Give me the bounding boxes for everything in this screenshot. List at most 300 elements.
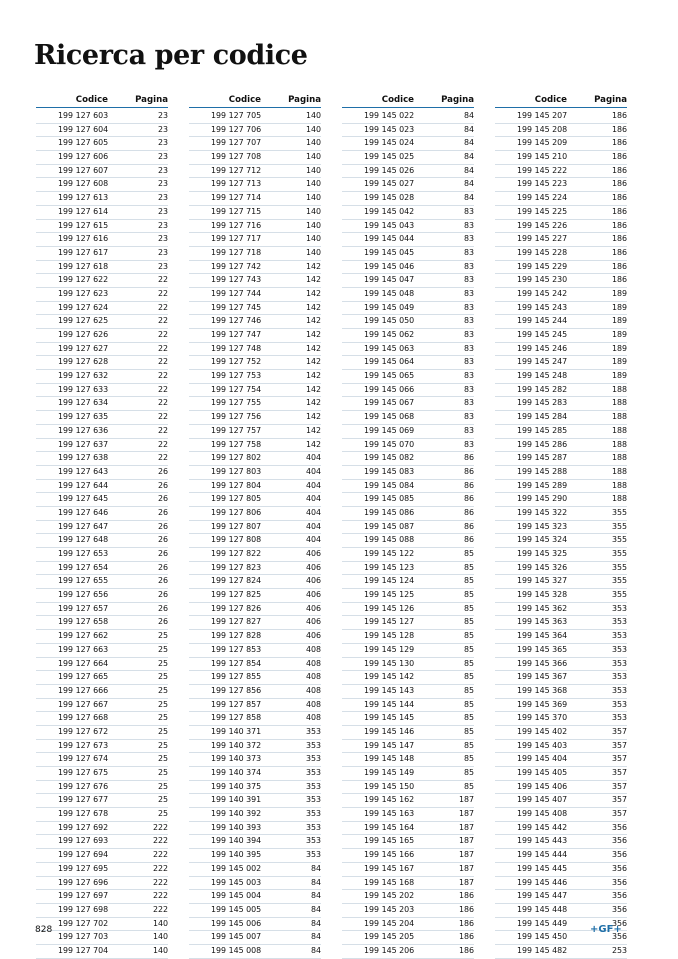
table-row xyxy=(36,329,168,343)
table-row xyxy=(495,877,627,891)
table-row xyxy=(189,781,321,795)
code-cell: 199 127 826 xyxy=(211,603,262,613)
page-cell: 404 xyxy=(305,535,321,545)
table-row xyxy=(342,534,474,548)
page-cell: 355 xyxy=(611,562,627,572)
table-row xyxy=(189,534,321,548)
code-cell: 199 145 163 xyxy=(364,809,415,819)
code-cell: 199 145 067 xyxy=(364,398,415,408)
page-cell: 186 xyxy=(458,945,474,955)
page-cell: 85 xyxy=(463,562,474,572)
table-row xyxy=(495,384,627,398)
code-cell: 199 145 044 xyxy=(364,234,415,244)
code-cell: 199 127 758 xyxy=(211,439,262,449)
code-cell: 199 145 446 xyxy=(517,877,568,887)
code-cell: 199 145 363 xyxy=(517,617,568,627)
code-cell: 199 145 248 xyxy=(517,371,568,381)
table-row xyxy=(495,644,627,658)
table-row xyxy=(189,890,321,904)
table-row xyxy=(495,904,627,918)
page-cell: 86 xyxy=(463,453,474,463)
page-cell: 189 xyxy=(611,330,627,339)
code-cell: 199 127 753 xyxy=(211,371,262,381)
page-cell: 404 xyxy=(305,466,321,476)
page-cell: 355 xyxy=(611,590,627,600)
table-row xyxy=(189,466,321,480)
page-cell: 404 xyxy=(305,453,321,463)
page-cell: 187 xyxy=(458,795,474,805)
header-codice: Codice xyxy=(381,95,414,105)
table-row xyxy=(495,808,627,822)
table-row xyxy=(495,630,627,644)
code-cell: 199 145 144 xyxy=(364,699,415,709)
table-row xyxy=(342,904,474,918)
table-row xyxy=(189,137,321,151)
code-cell: 199 140 391 xyxy=(211,795,262,805)
table-row xyxy=(36,356,168,370)
code-cell: 199 145 027 xyxy=(364,179,415,189)
code-cell: 199 145 145 xyxy=(364,713,415,723)
page-cell: 26 xyxy=(157,535,168,545)
page-cell: 23 xyxy=(157,193,168,203)
page-cell: 353 xyxy=(611,617,627,627)
page-cell: 353 xyxy=(305,809,321,819)
code-cell: 199 145 326 xyxy=(517,562,568,572)
code-cell: 199 145 365 xyxy=(517,644,568,654)
code-cell: 199 127 637 xyxy=(58,439,109,449)
code-cell: 199 145 007 xyxy=(211,932,262,942)
page-cell: 186 xyxy=(611,275,627,285)
code-cell: 199 145 126 xyxy=(364,603,415,613)
page-cell: 353 xyxy=(305,836,321,846)
table-row xyxy=(189,904,321,918)
page-cell: 26 xyxy=(157,507,168,517)
code-cell: 199 145 225 xyxy=(517,206,568,216)
code-cell: 199 127 745 xyxy=(211,302,262,312)
page-cell: 83 xyxy=(463,220,474,230)
table-row xyxy=(36,671,168,685)
page-cell: 186 xyxy=(611,124,627,134)
code-cell: 199 127 653 xyxy=(58,549,109,558)
table-row xyxy=(189,233,321,247)
table-row xyxy=(495,890,627,904)
page-cell: 85 xyxy=(463,699,474,709)
page-cell: 23 xyxy=(157,111,168,120)
page-cell: 353 xyxy=(611,685,627,695)
page-cell: 140 xyxy=(305,206,321,216)
code-cell: 199 127 752 xyxy=(211,357,262,367)
table-row xyxy=(36,480,168,494)
page-cell: 86 xyxy=(463,480,474,490)
page-cell: 22 xyxy=(157,398,168,408)
table-row xyxy=(189,124,321,138)
code-cell: 199 145 148 xyxy=(364,754,415,764)
code-cell: 199 127 626 xyxy=(58,330,109,339)
code-cell: 199 145 045 xyxy=(364,247,415,257)
table-row xyxy=(495,753,627,767)
table-row xyxy=(495,781,627,795)
page-cell: 26 xyxy=(157,562,168,572)
table-row xyxy=(189,658,321,672)
page-cell: 408 xyxy=(305,644,321,654)
table-row xyxy=(189,439,321,453)
page-cell: 140 xyxy=(152,918,168,928)
page-cell: 140 xyxy=(305,193,321,203)
code-cell: 199 145 205 xyxy=(364,932,415,942)
code-cell: 199 127 662 xyxy=(58,631,109,641)
table-row xyxy=(495,315,627,329)
table-row xyxy=(495,452,627,466)
table-row xyxy=(342,726,474,740)
table-row xyxy=(189,931,321,945)
table-row xyxy=(342,699,474,713)
code-cell: 199 145 142 xyxy=(364,672,415,682)
table-row xyxy=(36,630,168,644)
table-row xyxy=(36,247,168,261)
code-cell: 199 145 228 xyxy=(517,247,568,257)
table-row xyxy=(495,740,627,754)
table-row xyxy=(495,767,627,781)
code-cell: 199 145 245 xyxy=(517,330,568,339)
code-cell: 199 145 122 xyxy=(364,549,415,558)
code-cell: 199 127 823 xyxy=(211,562,262,572)
page-cell: 25 xyxy=(157,795,168,805)
code-cell: 199 145 282 xyxy=(517,384,568,394)
page-cell: 85 xyxy=(463,726,474,736)
table-row xyxy=(495,439,627,453)
code-cell: 199 127 614 xyxy=(58,206,109,216)
page-cell: 22 xyxy=(157,343,168,353)
table-row xyxy=(36,384,168,398)
table-row xyxy=(342,658,474,672)
table-row xyxy=(342,753,474,767)
code-cell: 199 145 284 xyxy=(517,412,568,422)
code-cell: 199 127 857 xyxy=(211,699,262,709)
page-cell: 83 xyxy=(463,288,474,298)
page-cell: 404 xyxy=(305,521,321,531)
page-cell: 353 xyxy=(611,644,627,654)
page-cell: 353 xyxy=(305,726,321,736)
code-cell: 199 127 628 xyxy=(58,357,109,367)
code-cell: 199 145 226 xyxy=(517,220,568,230)
page-cell: 84 xyxy=(463,179,474,189)
page-cell: 83 xyxy=(463,398,474,408)
code-cell: 199 145 086 xyxy=(364,507,415,517)
table-row xyxy=(495,548,627,562)
page-cell: 83 xyxy=(463,384,474,394)
page-cell: 222 xyxy=(152,863,168,873)
code-cell: 199 127 606 xyxy=(58,152,109,162)
code-cell: 199 127 617 xyxy=(58,247,109,257)
page-cell: 23 xyxy=(157,261,168,271)
page-cell: 140 xyxy=(305,234,321,244)
table-row xyxy=(189,712,321,726)
page-cell: 356 xyxy=(611,891,627,901)
code-cell: 199 145 450 xyxy=(517,932,568,942)
table-row xyxy=(495,220,627,234)
code-cell: 199 145 285 xyxy=(517,425,568,435)
page-cell: 85 xyxy=(463,631,474,641)
table-row xyxy=(36,206,168,220)
table-row xyxy=(342,356,474,370)
code-cell: 199 127 656 xyxy=(58,590,109,600)
page-cell: 23 xyxy=(157,179,168,189)
page-cell: 25 xyxy=(157,685,168,695)
code-cell: 199 127 654 xyxy=(58,562,109,572)
code-cell: 199 140 392 xyxy=(211,809,262,819)
index-column-4 xyxy=(495,94,627,959)
table-row xyxy=(36,890,168,904)
code-cell: 199 145 127 xyxy=(364,617,415,627)
page-cell: 84 xyxy=(310,945,321,955)
table-row xyxy=(495,261,627,275)
code-cell: 199 127 757 xyxy=(211,425,262,435)
table-row xyxy=(189,548,321,562)
page-cell: 85 xyxy=(463,768,474,777)
table-row xyxy=(342,644,474,658)
page-cell: 142 xyxy=(305,439,321,449)
table-row xyxy=(189,178,321,192)
page-cell: 222 xyxy=(152,891,168,901)
table-row xyxy=(36,603,168,617)
page-cell: 187 xyxy=(458,863,474,873)
page-cell: 355 xyxy=(611,521,627,531)
page-cell: 186 xyxy=(611,193,627,203)
code-cell: 199 145 406 xyxy=(517,781,568,791)
code-cell: 199 127 706 xyxy=(211,124,262,134)
page-cell: 186 xyxy=(611,247,627,257)
page-cell: 188 xyxy=(611,480,627,490)
table-row xyxy=(36,548,168,562)
page-cell: 84 xyxy=(310,877,321,887)
page-cell: 186 xyxy=(611,165,627,175)
code-cell: 199 127 717 xyxy=(211,234,262,244)
table-row xyxy=(36,493,168,507)
table-row xyxy=(342,945,474,959)
code-cell: 199 127 755 xyxy=(211,398,262,408)
table-row xyxy=(36,699,168,713)
page-cell: 23 xyxy=(157,124,168,134)
table-row xyxy=(189,247,321,261)
page-cell: 142 xyxy=(305,275,321,285)
code-cell: 199 140 371 xyxy=(211,726,262,736)
page-cell: 83 xyxy=(463,412,474,422)
table-row xyxy=(36,726,168,740)
code-cell: 199 127 828 xyxy=(211,631,262,641)
table-row xyxy=(342,452,474,466)
code-cell: 199 145 283 xyxy=(517,398,568,408)
page-cell: 140 xyxy=(152,932,168,942)
table-row xyxy=(342,589,474,603)
page-cell: 85 xyxy=(463,781,474,791)
table-row xyxy=(189,261,321,275)
page-cell: 186 xyxy=(458,891,474,901)
page-cell: 188 xyxy=(611,494,627,504)
page-cell: 353 xyxy=(611,713,627,723)
table-row xyxy=(342,206,474,220)
table-row xyxy=(189,425,321,439)
code-cell: 199 145 167 xyxy=(364,863,415,873)
table-row xyxy=(495,712,627,726)
code-cell: 199 145 049 xyxy=(364,302,415,312)
page-cell: 83 xyxy=(463,234,474,244)
table-row xyxy=(36,124,168,138)
page-cell: 86 xyxy=(463,466,474,476)
page-cell: 26 xyxy=(157,617,168,627)
table-row xyxy=(36,685,168,699)
table-row xyxy=(36,863,168,877)
code-cell: 199 145 288 xyxy=(517,466,568,476)
table-row xyxy=(36,918,168,932)
page-cell: 84 xyxy=(310,863,321,873)
page-cell: 142 xyxy=(305,412,321,422)
code-cell: 199 127 655 xyxy=(58,576,109,586)
table-row xyxy=(495,302,627,316)
page-cell: 85 xyxy=(463,576,474,586)
page-cell: 23 xyxy=(157,152,168,162)
code-cell: 199 127 667 xyxy=(58,699,109,709)
code-cell: 199 127 624 xyxy=(58,302,109,312)
code-cell: 199 145 162 xyxy=(364,795,415,805)
table-row xyxy=(495,658,627,672)
code-cell: 199 127 676 xyxy=(58,781,109,791)
table-row xyxy=(342,507,474,521)
page-number: 828 xyxy=(35,925,53,935)
page-cell: 188 xyxy=(611,398,627,408)
code-cell: 199 127 636 xyxy=(58,425,109,435)
page-cell: 222 xyxy=(152,836,168,846)
table-row xyxy=(342,110,474,124)
gf-logo: +GF+ xyxy=(590,924,622,935)
table-row xyxy=(342,439,474,453)
page-cell: 85 xyxy=(463,685,474,695)
code-cell: 199 127 663 xyxy=(58,644,109,654)
page-cell: 26 xyxy=(157,466,168,476)
page-cell: 84 xyxy=(463,193,474,203)
table-row xyxy=(495,699,627,713)
code-cell: 199 145 143 xyxy=(364,685,415,695)
table-row xyxy=(36,288,168,302)
table-row xyxy=(342,890,474,904)
code-cell: 199 145 008 xyxy=(211,945,262,955)
page-cell: 84 xyxy=(463,165,474,175)
code-cell: 199 145 146 xyxy=(364,726,415,736)
table-row xyxy=(189,589,321,603)
code-cell: 199 127 742 xyxy=(211,261,262,271)
table-row xyxy=(36,753,168,767)
code-cell: 199 145 149 xyxy=(364,768,415,777)
code-cell: 199 127 747 xyxy=(211,330,262,339)
page-cell: 357 xyxy=(611,740,627,750)
code-cell: 199 145 287 xyxy=(517,453,568,463)
code-cell: 199 127 806 xyxy=(211,507,262,517)
table-row xyxy=(495,151,627,165)
table-row xyxy=(189,616,321,630)
code-cell: 199 127 633 xyxy=(58,384,109,394)
code-cell: 199 145 082 xyxy=(364,453,415,463)
code-cell: 199 140 372 xyxy=(211,740,262,750)
page-cell: 26 xyxy=(157,480,168,490)
code-cell: 199 127 664 xyxy=(58,658,109,668)
page-cell: 85 xyxy=(463,644,474,654)
table-row xyxy=(495,343,627,357)
table-row xyxy=(189,740,321,754)
code-cell: 199 145 408 xyxy=(517,809,568,819)
table-row xyxy=(342,918,474,932)
table-row xyxy=(495,822,627,836)
page-cell: 85 xyxy=(463,617,474,627)
page-cell: 189 xyxy=(611,343,627,353)
code-cell: 199 145 224 xyxy=(517,193,568,203)
page-cell: 357 xyxy=(611,726,627,736)
table-row xyxy=(495,274,627,288)
code-cell: 199 145 209 xyxy=(517,138,568,148)
header-codice: Codice xyxy=(75,95,108,105)
code-cell: 199 127 856 xyxy=(211,685,262,695)
page-cell: 142 xyxy=(305,343,321,353)
code-cell: 199 127 645 xyxy=(58,494,109,504)
table-row xyxy=(495,863,627,877)
table-row xyxy=(36,904,168,918)
table-row xyxy=(36,302,168,316)
page-cell: 142 xyxy=(305,357,321,367)
page-cell: 353 xyxy=(611,672,627,682)
page-cell: 22 xyxy=(157,439,168,449)
code-cell: 199 127 605 xyxy=(58,138,109,148)
table-row xyxy=(495,233,627,247)
code-cell: 199 140 373 xyxy=(211,754,262,764)
table-row xyxy=(189,493,321,507)
page-cell: 186 xyxy=(611,179,627,189)
page-cell: 142 xyxy=(305,261,321,271)
code-cell: 199 145 006 xyxy=(211,918,262,928)
table-row xyxy=(189,849,321,863)
code-cell: 199 127 693 xyxy=(58,836,109,846)
code-cell: 199 127 674 xyxy=(58,754,109,764)
code-cell: 199 127 718 xyxy=(211,247,262,257)
code-cell: 199 145 327 xyxy=(517,576,568,586)
table-row xyxy=(36,877,168,891)
table-row xyxy=(189,808,321,822)
column-header xyxy=(495,94,627,108)
page-cell: 25 xyxy=(157,713,168,723)
table-row xyxy=(36,767,168,781)
code-cell: 199 127 603 xyxy=(58,111,109,120)
code-cell: 199 127 696 xyxy=(58,877,109,887)
table-row xyxy=(495,849,627,863)
code-cell: 199 127 604 xyxy=(58,124,109,134)
table-row xyxy=(36,192,168,206)
page-cell: 189 xyxy=(611,357,627,367)
table-row xyxy=(342,603,474,617)
table-row xyxy=(495,288,627,302)
code-cell: 199 145 124 xyxy=(364,576,415,586)
code-cell: 199 145 289 xyxy=(517,480,568,490)
code-cell: 199 127 702 xyxy=(58,918,109,928)
table-row xyxy=(36,165,168,179)
table-row xyxy=(189,822,321,836)
page-cell: 357 xyxy=(611,754,627,764)
table-row xyxy=(495,192,627,206)
page-cell: 357 xyxy=(611,809,627,819)
column-rows xyxy=(342,110,474,959)
code-cell: 199 145 407 xyxy=(517,795,568,805)
table-row xyxy=(495,616,627,630)
page-cell: 85 xyxy=(463,713,474,723)
page-cell: 84 xyxy=(463,138,474,148)
code-cell: 199 145 286 xyxy=(517,439,568,449)
page-cell: 83 xyxy=(463,275,474,285)
